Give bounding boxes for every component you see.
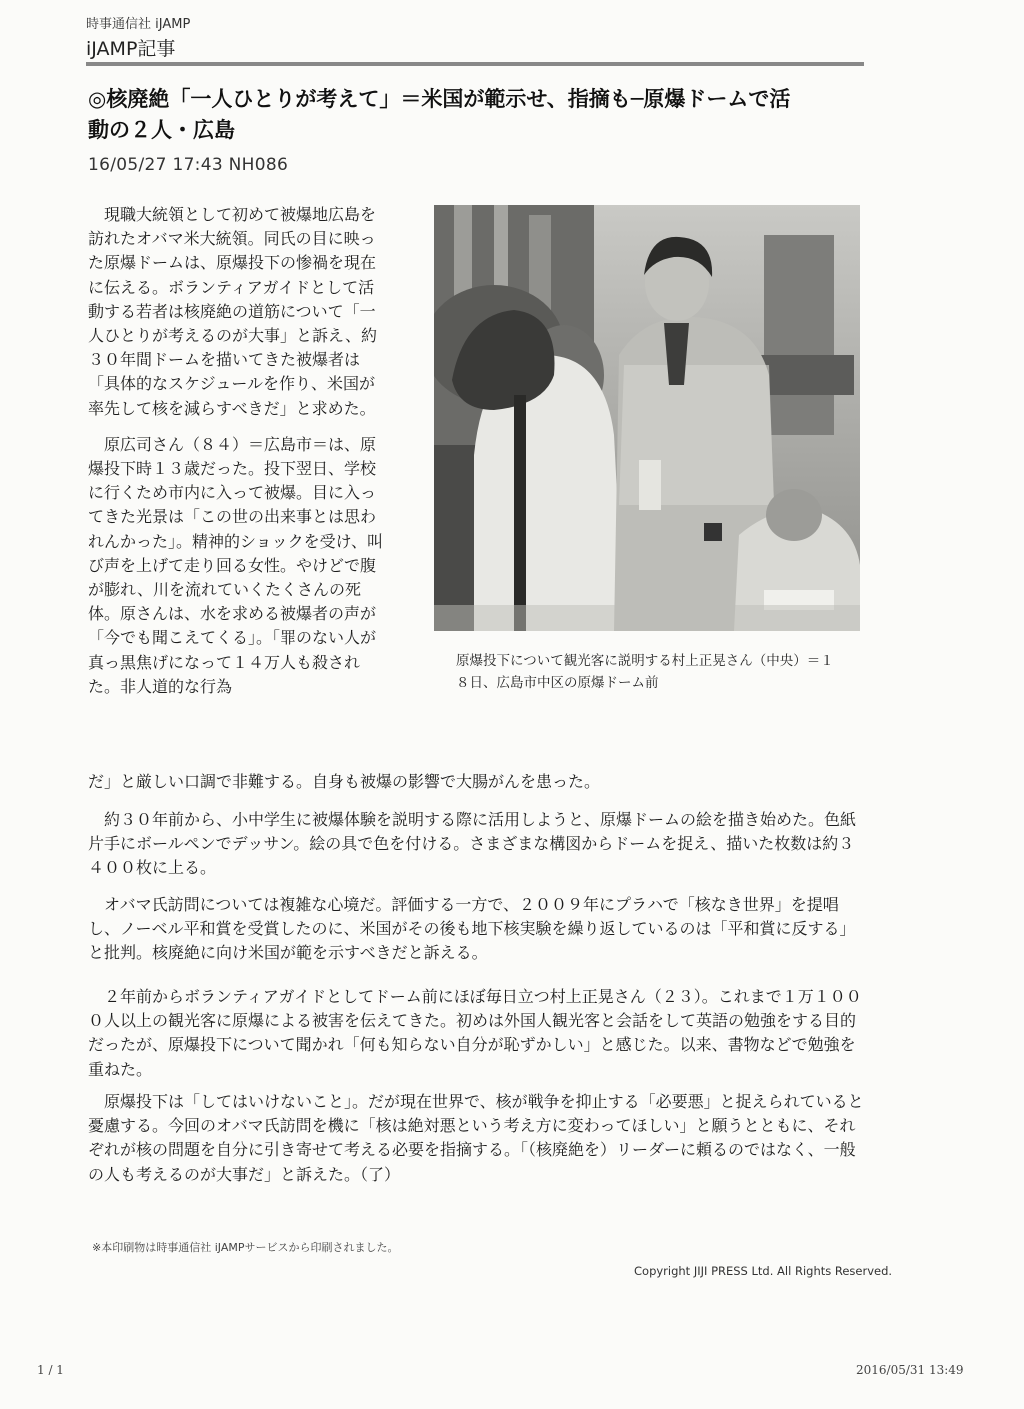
photo-caption: 原爆投下について観光客に説明する村上正晃さん（中央）＝１８日、広島市中区の原爆ドーム前 [456, 653, 834, 691]
page-number: 1 / 1 [37, 1363, 64, 1377]
paragraph-3-block [88, 808, 866, 881]
paragraph-4-block [88, 893, 866, 966]
paragraph-6-block [88, 1090, 866, 1187]
article-photo [434, 205, 860, 631]
article-title [88, 84, 868, 146]
paragraph-2-continued: だ」と厳しい口調で非難する。自身も被爆の影響で大腸がんを患った。 [88, 772, 601, 791]
section-title: iJAMP記事 [86, 38, 176, 60]
article-title-line1: ◎核廃絶「一人ひとりが考えて」＝米国が範示せ、指摘も─原爆ドームで活 [88, 87, 791, 111]
paragraph-1: 現職大統領として初めて被爆地広島を訪れたオバマ米大統領。同氏の目に映った原爆ドームは、原爆投下の惨禍を現在に伝える。ボランティアガイドとして活動する若者は核廃絶の道筋について「一人ひとりが考えるのが大事」と訴え、約３０年間ドームを描いてきた被爆者は「具体的なスケジュールを作り、米国が率先して核を減らすべきだ」と求めた。 [88, 205, 377, 418]
photo-illustration [434, 205, 860, 631]
paragraph-4: オバマ氏訪問については複雑な心境だ。評価する一方で、２００９年にプラハで「核なき世界」を提唱し、ノーベル平和賞を受賞したのに、米国がその後も地下核実験を繰り返しているのは「平和賞に反する」と批判。核廃絶に向け米国が範を示すべきだと訴える。 [88, 895, 856, 963]
paragraph-6: 原爆投下は「してはいけないこと」。だが現在世界で、核が戦争を抑止する「必要悪」と捉えられていると憂慮する。今回のオバマ氏訪問を機に「核は絶対悪という考え方に変わってほしい」と願うとともに、それぞれが核の問題を自分に引き寄せて考える必要を指摘する。「（核廃絶を）リーダーに頼るのではなく、一般の人も考えるのが大事だ」と訴えた。（了） [88, 1092, 864, 1184]
article-dateline: 16/05/27 17:43 NH086 [88, 155, 289, 175]
paragraph-2: 原広司さん（８４）＝広島市＝は、原爆投下時１３歳だった。投下翌日、学校に行くため市内に入って被爆。目に入ってきた光景は「この世の出来事とは思われんかった」。精神的ショックを受け、叫び声を上げて走り回る女性。やけどで腹が膨れ、川を流れていくたくさんの死体。原さんは、水を求める被爆者の声が「今でも聞こえてくる」。「罪のない人が真っ黒焦げになって１４万人も殺された。非人道的な行為 [88, 434, 384, 696]
copyright-notice: Copyright JIJI PRESS Ltd. All Rights Reserved. [634, 1264, 893, 1278]
publisher-name: 時事通信社 iJAMP [86, 17, 191, 32]
paragraph-5-block [88, 985, 866, 1082]
paragraph-3: 約３０年前から、小中学生に被爆体験を説明する際に活用しようと、原爆ドームの絵を描き始めた。色紙片手にボールペンでデッサン。絵の具で色を付ける。さまざまな構図からドームを捉え、描いた枚数は約３４００枚に上る。 [88, 810, 857, 878]
left-column [88, 203, 388, 711]
print-timestamp: 2016/05/31 13:49 [856, 1363, 964, 1377]
article-title-line2: 動の２人・広島 [88, 118, 235, 142]
header-divider [86, 62, 864, 66]
print-note: ※本印刷物は時事通信社 iJAMPサービスから印刷されました。 [92, 1241, 399, 1254]
paragraph-2-continued-block [88, 770, 866, 794]
paragraph-5: ２年前からボランティアガイドとしてドーム前にほぼ毎日立つ村上正晃さん（２３）。これまで１万１０００人以上の観光客に原爆による被害を伝えてきた。初めは外国人観光客と会話をして英語の勉強をする目的だったが、原爆投下について聞かれ「何も知らない自分が恥ずかしい」と感じた。以来、書物などで勉強を重ねた。 [88, 987, 862, 1079]
